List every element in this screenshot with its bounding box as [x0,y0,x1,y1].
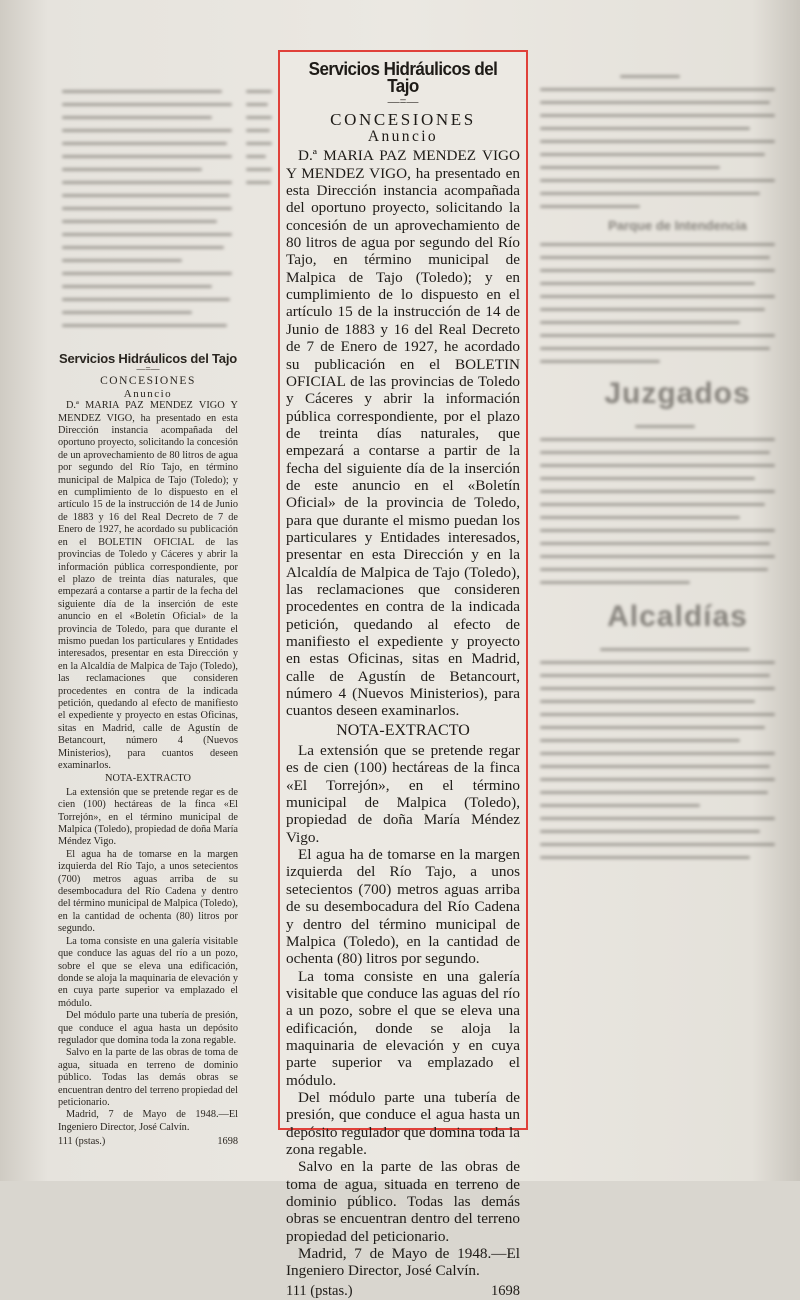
nota-paragraph: La toma consiste en una galería visitable que conduce las aguas del río a un pozo, sobre el que se eleva una edificación, donde se aloja la maquinaria de elevación y en cuya parte superior va emplazado el módulo. [286,967,520,1089]
section-title: CONCESIONES [330,109,476,129]
small-footer [58,1136,238,1148]
separator: —=— [387,93,419,108]
small-paragraph: D.ª MARIA PAZ MENDEZ VIGO Y MENDEZ VIGO, ha presentado en esta Dirección instancia acompañada del oportuno proyecto, solicitando la concesión de un aprovechamiento de 80 litros de agua por segundo del Río Tajo, en término municipal de Malpica de Tajo (Toledo); y en cumplimiento de lo dispuesto en el artículo 15 de la instrucción de 14 de Junio de 1883 y 16 del Real Decreto de 7 de Enero de 1927, he acordado su publicación en el BOLETIN OFICIAL de las provincias de Toledo y Cáceres y abrir la información pública correspondiente, por el plazo de treinta días naturales, que empezará a contarse a partir de la fecha del siguiente día de la inserción de este anuncio en el «Boletín Oficial» de la provincia de Toledo, para que durante el mismo puedan los particulares y Entidades interesados, presentar en esta Dirección y en la Alcaldía de Malpica de Tajo (Toledo), las reclamaciones que consideren procedentes en contra de la indicada petición, quedando al efecto de manifiesto el expediente y proyecto en estas Oficinas, sitas en Madrid, calle de Agustín de Betancourt, número 4 (Nuevos Ministerios), para cuantos deseen examinarlos. [58,400,238,771]
background-right-column [540,75,775,869]
background-heading-alcaldias: Alcaldías [607,600,748,633]
small-notice-heading: Servicios Hidráulicos del Tajo [59,351,237,366]
small-footer-number: 1698 [217,1136,238,1148]
footer-price: 111 (pstas.) [286,1282,353,1299]
notice-footer [286,1283,520,1300]
small-nota-paragraph: La toma consiste en una galería visitable que conduce las aguas del río a un pozo, sobre el que se eleva una edificación, donde se aloja la maquinaria de elevación y en cuya parte superior va emplazado el módulo. [58,935,238,1009]
signature: Madrid, 7 de Mayo de 1948.—El Ingeniero Director, José Calvín. [286,1245,520,1280]
small-nota-paragraph: El agua ha de tomarse en la margen izquierda del Río Tajo, a unos setecientos (700) metros aguas arriba de su desembocadura del Río Cadena y dentro del término municipal de Malpica (Toledo), en la cantidad de ochenta (80) litros por segundo. [58,848,238,935]
background-middle-column [246,90,274,194]
notice-paragraph: D.ª MARIA PAZ MENDEZ VIGO Y MENDEZ VIGO, ha presentado en esta Dirección instancia acompañada del oportuno proyecto, solicitando la concesión de un aprovechamiento de 80 litros de agua por segundo del Río Tajo, en término municipal de Malpica de Tajo (Toledo); y en cumplimiento de lo dispuesto en el artículo 15 de la instrucción de 14 de Junio de 1883 y 16 del Real Decreto de 7 de Enero de 1927, he acordado su publicación en el BOLETIN OFICIAL de las provincias de Toledo y Cáceres y abrir la información pública correspondiente, por el plazo de treinta días naturales, que empezará a contarse a partir de la fecha del siguiente día de la inserción de este anuncio en el «Boletín Oficial» de la provincia de Toledo, para que durante el mismo puedan los particulares y Entidades interesados, presentar en esta Dirección y en la Alcaldía de Malpica de Tajo (Toledo), las reclamaciones que consideren procedentes en contra de la indicada petición, quedando al efecto de manifiesto el expediente y proyecto en estas Oficinas, sitas en Madrid, calle de Agustín de Betancourt, número 4 (Nuevos Ministerios), para cuantos deseen examinarlos. [286,147,520,720]
nota-paragraph: Del módulo parte una tubería de presión, que conduce el agua hasta un depósito regulador que domina toda la zona regable. [286,1088,520,1158]
background-left-column [62,90,232,337]
notice-original-small [58,353,238,1149]
small-nota-paragraph: Del módulo parte una tubería de presión, que conduce el agua hasta un depósito regulador que domina toda la zona regable. [58,1010,238,1046]
nota-paragraph: La extensión que se pretende regar es de cien (100) hectáreas de la finca «El Torrejón», en el término municipal de Malpica (Toledo), propiedad de doña María Méndez Vigo. [286,742,520,846]
background-heading-intendencia: Parque de Intendencia [608,218,747,233]
subsection-title: Anuncio [367,128,439,146]
small-nota-paragraph: La extensión que se pretende regar es de cien (100) hectáreas de la finca «El Torrejón», en el término municipal de Malpica (Toledo), propiedad de doña María Méndez Vigo. [58,786,238,848]
small-nota-paragraph: Salvo en la parte de las obras de toma de agua, situada en terreno de dominio público. Todas las demás obras se encuentran dentro del terreno propiedad del peticionario. [58,1047,238,1108]
footer-number: 1698 [491,1282,520,1299]
small-separator: —=— [136,364,160,375]
nota-extracto-heading: NOTA-EXTRACTO [336,721,470,739]
small-signature: Madrid, 7 de Mayo de 1948.—El Ingeniero Director, José Calvín. [58,1109,238,1133]
nota-paragraph: El agua ha de tomarse en la margen izquierda del Río Tajo, a unos setecientos (700) metros aguas arriba de su desembocadura del Río Cadena y dentro del término municipal de Malpica (Toledo), en la cantidad de ochenta (80) litros por segundo. [286,846,520,968]
nota-paragraph: Salvo en la parte de las obras de toma de agua, situada en terreno de dominio público. Todas las demás obras se encuentran dentro del terreno propiedad del peticionario. [286,1158,520,1245]
small-section-title: CONCESIONES [100,375,196,388]
small-footer-price: 111 (pstas.) [58,1136,106,1148]
notice-heading: Servicios Hidráulicos del Tajo [308,58,498,97]
small-nota-heading: NOTA-EXTRACTO [105,773,191,785]
notice-highlighted-column [278,50,528,1299]
background-heading-juzgados: Juzgados [604,377,751,410]
small-subsection-title: Anuncio [123,387,173,400]
